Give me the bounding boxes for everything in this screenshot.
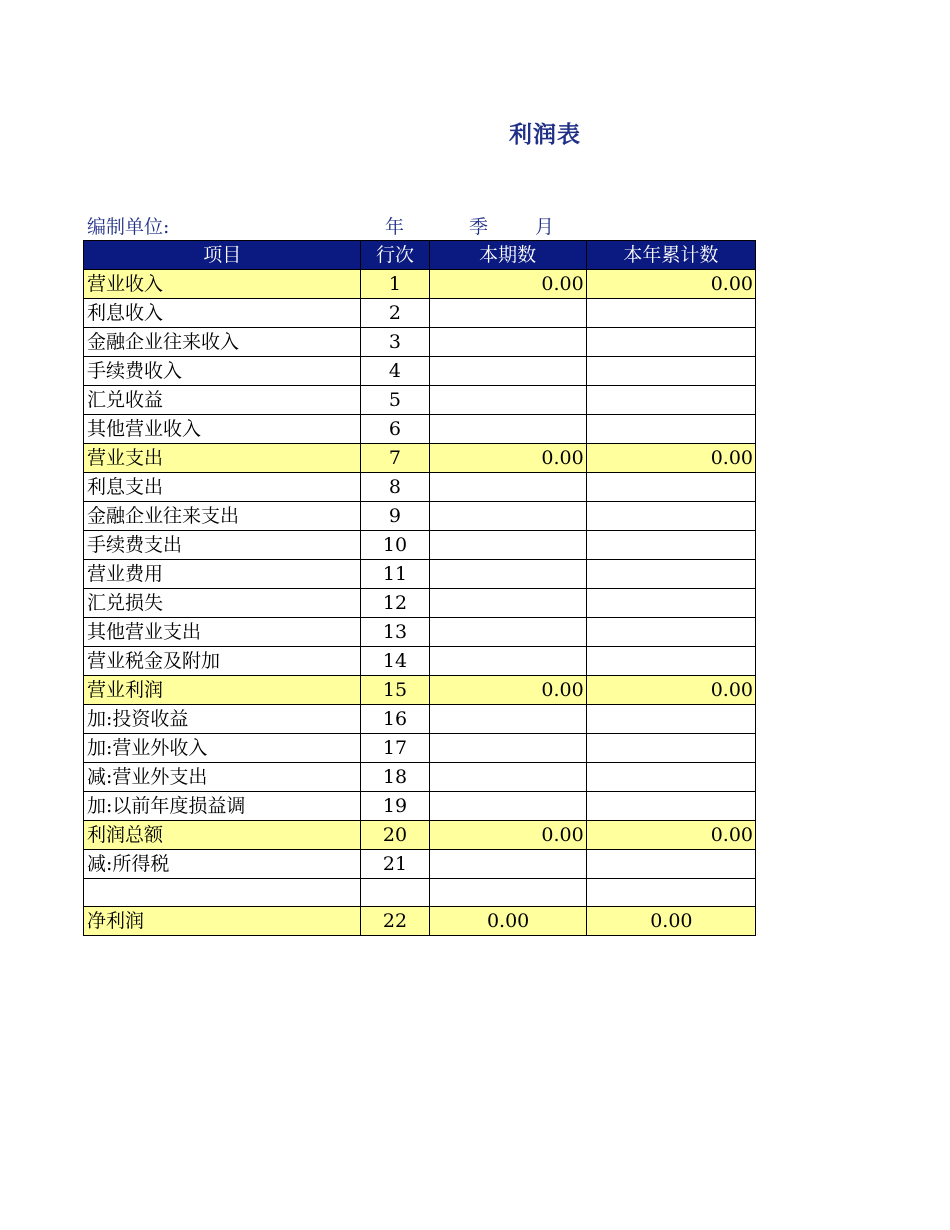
row-item[interactable]: 加:以前年度损益调 [84,792,361,821]
header-year-to-date: 本年累计数 [586,241,755,270]
row-ytd[interactable]: 0.00 [586,270,755,299]
row-current[interactable] [429,792,586,821]
row-item[interactable]: 汇兑收益 [84,386,361,415]
table-row [84,850,756,879]
row-ytd[interactable] [586,560,755,589]
row-item[interactable]: 手续费支出 [84,531,361,560]
row-current[interactable] [429,415,586,444]
row-current[interactable] [429,734,586,763]
row-ytd[interactable] [586,763,755,792]
row-item[interactable] [84,879,361,907]
row-current[interactable] [429,879,586,907]
table-row [84,415,756,444]
row-current[interactable] [429,560,586,589]
row-current[interactable] [429,502,586,531]
row-no[interactable]: 16 [361,705,429,734]
row-no[interactable] [361,879,429,907]
table-row [84,444,756,473]
table-row [84,705,756,734]
year-label: 年 [385,216,405,238]
row-no[interactable]: 21 [361,850,429,879]
row-current[interactable] [429,647,586,676]
row-no[interactable]: 6 [361,415,429,444]
row-current[interactable] [429,357,586,386]
row-ytd[interactable] [586,502,755,531]
row-no[interactable]: 7 [361,444,429,473]
row-item[interactable]: 金融企业往来支出 [84,502,361,531]
table-row [84,907,756,936]
row-no[interactable]: 2 [361,299,429,328]
row-item[interactable]: 加:营业外收入 [84,734,361,763]
row-ytd[interactable] [586,386,755,415]
row-no[interactable]: 17 [361,734,429,763]
row-item[interactable]: 利润总额 [84,821,361,850]
row-ytd[interactable] [586,705,755,734]
row-item[interactable]: 减:营业外支出 [84,763,361,792]
row-current[interactable]: 0.00 [429,270,586,299]
row-ytd[interactable]: 0.00 [586,821,755,850]
row-current[interactable] [429,589,586,618]
header-line-no: 行次 [361,241,429,270]
table-row [84,676,756,705]
row-ytd[interactable]: 0.00 [586,907,755,936]
row-no[interactable]: 1 [361,270,429,299]
row-current[interactable] [429,618,586,647]
row-current[interactable] [429,850,586,879]
row-item[interactable]: 营业费用 [84,560,361,589]
row-current[interactable]: 0.00 [429,676,586,705]
row-item[interactable]: 汇兑损失 [84,589,361,618]
table-row [84,502,756,531]
header-item: 项目 [84,241,361,270]
table-row [84,734,756,763]
row-current[interactable]: 0.00 [429,821,586,850]
table-row [84,473,756,502]
row-current[interactable]: 0.00 [429,444,586,473]
month-label: 月 [535,216,555,238]
income-statement-table [83,240,756,936]
table-row [84,879,756,907]
table-row [84,299,756,328]
table-row [84,270,756,299]
row-ytd[interactable] [586,879,755,907]
page-title: 利润表 [509,122,581,148]
unit-label: 编制单位: [87,216,170,238]
row-ytd[interactable] [586,531,755,560]
table-row [84,328,756,357]
row-ytd[interactable] [586,473,755,502]
row-current[interactable] [429,299,586,328]
table-row [84,792,756,821]
table-row [84,618,756,647]
row-no[interactable]: 12 [361,589,429,618]
table-row [84,763,756,792]
row-no[interactable]: 19 [361,792,429,821]
row-no[interactable]: 11 [361,560,429,589]
row-ytd[interactable] [586,792,755,821]
row-ytd[interactable] [586,734,755,763]
row-item[interactable]: 手续费收入 [84,357,361,386]
row-item[interactable]: 金融企业往来收入 [84,328,361,357]
row-no[interactable]: 18 [361,763,429,792]
table-row [84,589,756,618]
row-no[interactable]: 13 [361,618,429,647]
season-label: 季 [469,216,489,238]
table-row [84,821,756,850]
report-meta [87,210,757,238]
row-no[interactable]: 22 [361,907,429,936]
row-ytd[interactable] [586,618,755,647]
row-ytd[interactable] [586,328,755,357]
table-row [84,531,756,560]
row-item[interactable]: 营业收入 [84,270,361,299]
row-ytd[interactable] [586,299,755,328]
row-ytd[interactable] [586,357,755,386]
row-no[interactable]: 9 [361,502,429,531]
row-item[interactable]: 利息收入 [84,299,361,328]
row-no[interactable]: 14 [361,647,429,676]
row-current[interactable] [429,473,586,502]
row-no[interactable]: 3 [361,328,429,357]
row-ytd[interactable] [586,415,755,444]
row-ytd[interactable]: 0.00 [586,676,755,705]
row-ytd[interactable]: 0.00 [586,444,755,473]
row-current[interactable] [429,328,586,357]
table-row [84,357,756,386]
table-header-row [84,241,756,270]
table-row [84,560,756,589]
row-no[interactable]: 15 [361,676,429,705]
row-no[interactable]: 5 [361,386,429,415]
row-item[interactable]: 营业税金及附加 [84,647,361,676]
row-no[interactable]: 10 [361,531,429,560]
row-item[interactable]: 净利润 [84,907,361,936]
row-item[interactable]: 减:所得税 [84,850,361,879]
row-current[interactable] [429,705,586,734]
row-current[interactable] [429,386,586,415]
table-row [84,386,756,415]
header-current-period: 本期数 [429,241,586,270]
row-no[interactable]: 4 [361,357,429,386]
row-current[interactable] [429,763,586,792]
row-item[interactable]: 加:投资收益 [84,705,361,734]
table-row [84,647,756,676]
row-no[interactable]: 8 [361,473,429,502]
row-no[interactable]: 20 [361,821,429,850]
row-ytd[interactable] [586,589,755,618]
row-item[interactable]: 其他营业收入 [84,415,361,444]
row-current[interactable] [429,531,586,560]
row-item[interactable]: 利息支出 [84,473,361,502]
row-ytd[interactable] [586,647,755,676]
row-ytd[interactable] [586,850,755,879]
row-item[interactable]: 其他营业支出 [84,618,361,647]
row-item[interactable]: 营业利润 [84,676,361,705]
row-item[interactable]: 营业支出 [84,444,361,473]
row-current[interactable]: 0.00 [429,907,586,936]
